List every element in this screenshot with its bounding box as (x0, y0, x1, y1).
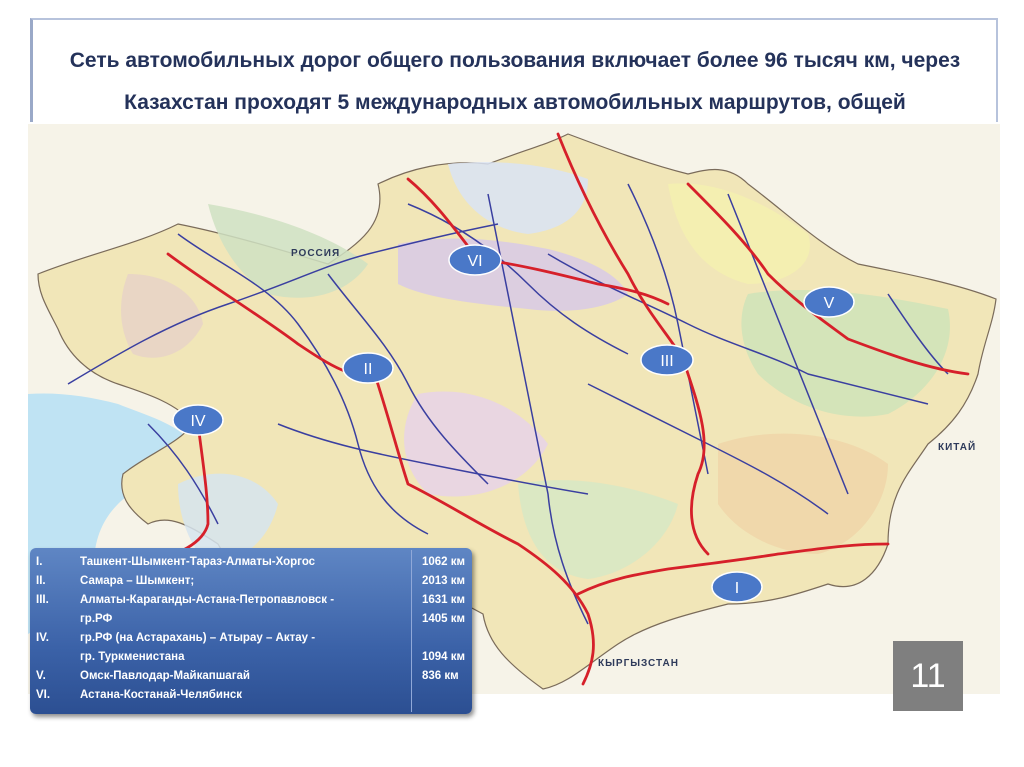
svg-text:V: V (823, 295, 835, 312)
page-title: Сеть автомобильных дорог общего пользования включает более 96 тысяч км, через Казахстан проходят 5 международных автомобильных маршрутов, общей (69, 49, 961, 114)
legend-row-number: I. (36, 556, 43, 568)
legend-row-number: II. (36, 575, 46, 587)
legend-row-route: гр. Туркменистана (80, 651, 185, 663)
route-badge-V[interactable] (804, 287, 854, 317)
legend-row-length: 2013 км (422, 575, 466, 587)
legend-row-length: 1631 км (422, 594, 466, 606)
label-russia: РОССИЯ (291, 248, 341, 259)
legend-row-length: 1094 км (422, 651, 466, 663)
legend-row-number: VI. (36, 689, 51, 701)
route-badge-IV[interactable] (173, 405, 223, 435)
legend-row-route: гр.РФ (80, 613, 113, 625)
route-badge-III[interactable] (641, 345, 693, 375)
legend-row-route: Омск-Павлодар-Майкапшагай (80, 670, 250, 682)
label-china: КИТАЙ (938, 442, 977, 453)
legend-row-route: гр.РФ (на Астарахань) – Атырау – Актау - (80, 632, 316, 644)
legend-divider (411, 550, 412, 712)
legend-row-length: 1405 км (422, 613, 466, 625)
svg-text:VI: VI (467, 253, 483, 270)
legend-row-route: Ташкент-Шымкент-Тараз-Алматы-Хоргос (80, 556, 316, 568)
svg-text:II: II (363, 361, 373, 378)
route-badge-I[interactable] (712, 572, 762, 602)
route-badge-VI[interactable] (449, 245, 501, 275)
legend-row-route: Самара – Шымкент; (80, 575, 195, 587)
legend-row-route: Алматы-Караганды-Астана-Петропавловск - (80, 594, 335, 606)
legend-row-number: III. (36, 594, 49, 606)
routes-legend (30, 548, 472, 714)
legend-row-number: IV. (36, 632, 50, 644)
svg-text:I: I (734, 580, 740, 597)
legend-row-number: V. (36, 670, 46, 682)
svg-text:III: III (660, 353, 674, 370)
route-badge-II[interactable] (343, 353, 393, 383)
legend-row-length: 836 км (422, 670, 459, 682)
label-kyrgyzstan: КЫРГЫЗСТАН (598, 658, 679, 669)
svg-text:IV: IV (190, 413, 206, 430)
legend-row-route: Астана-Костанай-Челябинск (80, 689, 243, 701)
slide-number: 11 (893, 641, 963, 711)
legend-row-length: 1062 км (422, 556, 466, 568)
